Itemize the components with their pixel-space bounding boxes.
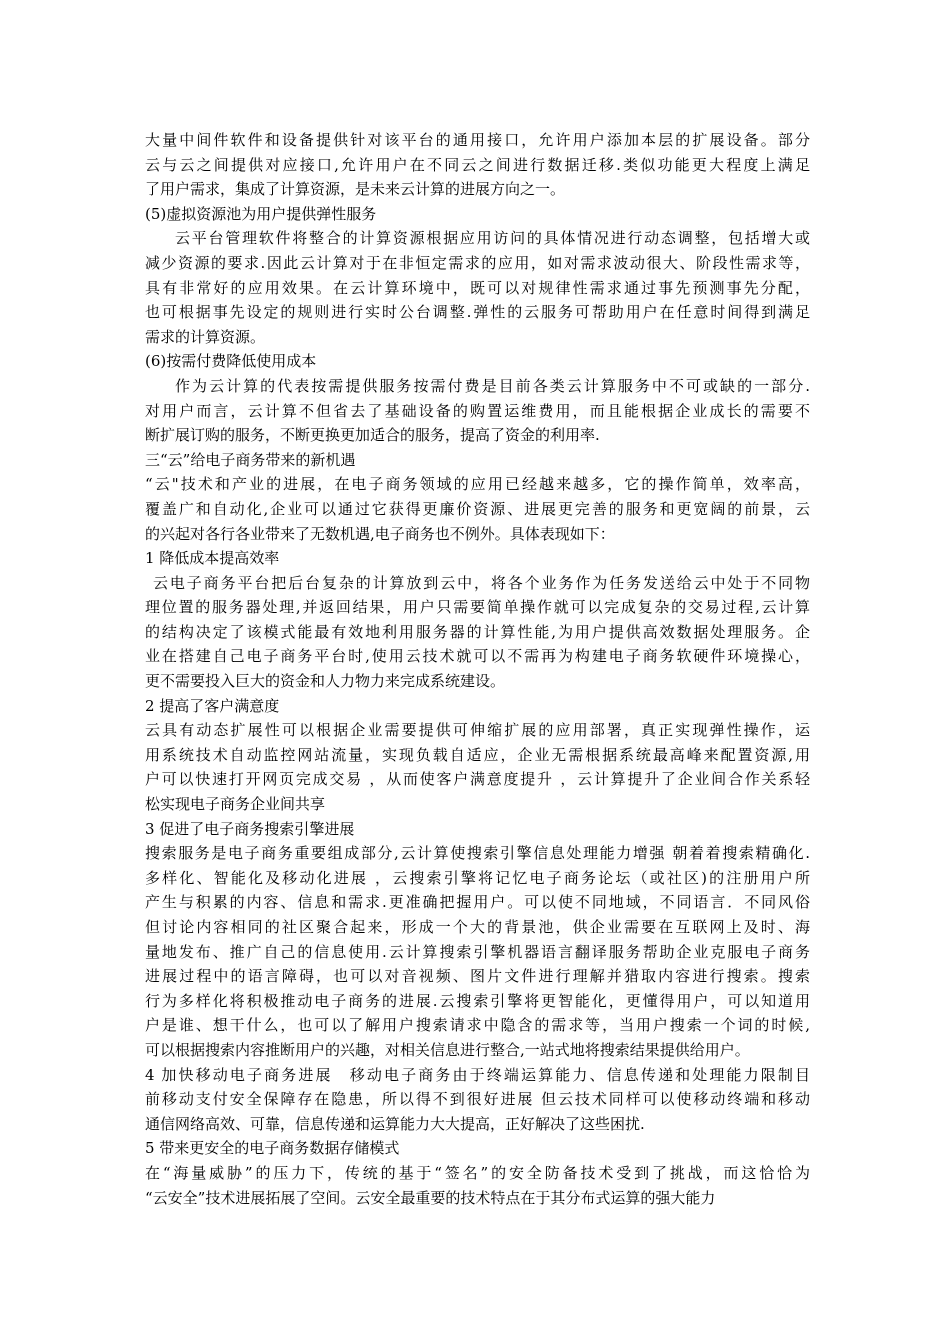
- text-line: 量地发布、推广自己的信息使用.云计算搜索引擎机器语言翻译服务帮助企业克服电子商务: [145, 942, 810, 961]
- text-line: (6)按需付费降低使用成本: [145, 352, 317, 371]
- text-line: 减少资源的要求.因此云计算对于在非恒定需求的应用，如对需求波动很大、阶段性需求等，: [145, 253, 810, 272]
- section-heading: [145, 546, 810, 571]
- text-line: 三“云”给电子商务带来的新机遇: [145, 450, 356, 469]
- text-line: 可以根据搜索内容推断用户的兴趣，对相关信息进行整合,一站式地将搜索结果提供给用户。: [145, 1040, 750, 1059]
- text-line: 在“海量威胁”的压力下，传统的基于“签名”的安全防备技术受到了挑战，而这恰恰为: [145, 1163, 810, 1182]
- body-paragraph: [145, 374, 810, 448]
- text-line: 3 促进了电子商务搜索引擎进展: [145, 819, 355, 838]
- text-line: 的兴起对各行各业带来了无数机遇,电子商务也不例外。具体表现如下：: [145, 524, 615, 543]
- text-line: 大量中间件软件和设备提供针对该平台的通用接口，允许用户添加本层的扩展设备。部分: [145, 131, 810, 149]
- text-line: 覆盖广和自动化,企业可以通过它获得更廉价资源、进展更完善的服务和更宽阔的前景，云: [145, 499, 810, 518]
- text-line: 1 降低成本提高效率: [145, 549, 280, 568]
- body-paragraph: [145, 571, 810, 694]
- text-line: 了用户需求，集成了计算资源，是未来云计算的进展方向之一。: [145, 180, 566, 199]
- text-line: 用系统技术自动监控网站流量，实现负载自适应，企业无需根据系统最高峰来配置资源,用: [145, 745, 810, 764]
- text-line: 2 提高了客户满意度: [145, 696, 280, 715]
- text-line: 对用户而言，云计算不但省去了基础设备的购置运维费用，而且能根据企业成长的需要不: [145, 401, 810, 420]
- text-line: 通信网络高效、可靠，信息传递和运算能力大大提高，正好解决了这些困扰.: [145, 1114, 645, 1133]
- text-line: 具有非常好的应用效果。在云计算环境中，既可以对规律性需求通过事先预测事先分配，: [145, 278, 810, 297]
- section-heading: [145, 817, 810, 842]
- text-line: 多样化、智能化及移动化进展 ，云搜索引擎将记忆电子商务论坛（或社区)的注册用户所: [145, 868, 810, 887]
- body-paragraph: [145, 128, 810, 202]
- text-line: 理位置的服务器处理,并返回结果，用户只需要简单操作就可以完成复杂的交易过程,云计算: [145, 598, 810, 617]
- text-line: 前移动支付安全保障存在隐患，所以得不到很好进展 但云技术同样可以使移动终端和移动: [145, 1090, 810, 1109]
- text-line: 但讨论内容相同的社区聚合起来，形成一个大的背景池，供企业需要在互联网上及时、海: [145, 918, 810, 936]
- text-line: “云"技术和产业的进展，在电子商务领域的应用已经越来越多，它的操作简单，效率高，: [145, 475, 810, 494]
- body-paragraph: [145, 226, 810, 349]
- body-paragraph: [145, 472, 810, 546]
- text-line: 云平台管理软件将整合的计算资源根据应用访问的具体情况进行动态调整，包括增大或: [175, 229, 810, 248]
- body-paragraph: [145, 1063, 810, 1137]
- text-line: 云与云之间提供对应接口,允许用户在不同云之间进行数据迁移.类似功能更大程度上满足: [145, 155, 810, 174]
- section-heading: [145, 694, 810, 719]
- text-line: 行为多样化将积极推动电子商务的进展.云搜索引擎将更智能化，更懂得用户，可以知道用: [145, 991, 810, 1010]
- text-line: 作为云计算的代表按需提供服务按需付费是目前各类云计算服务中不可或缺的一部分.: [175, 376, 810, 395]
- text-line: 也可根据事先设定的规则进行实时公台调整.弹性的云服务可帮助用户在任意时间得到满足: [145, 303, 810, 322]
- text-line: 户是谁、想干什么，也可以了解用户搜索请求中隐含的需求等，当用户搜索一个词的时候,: [145, 1016, 810, 1035]
- text-line: 5 带来更安全的电子商务数据存储模式: [145, 1139, 400, 1158]
- text-line: 需求的计算资源。: [145, 327, 266, 346]
- body-paragraph: [145, 841, 810, 1062]
- text-line: (5)虚拟资源池为用户提供弹性服务: [145, 204, 377, 223]
- text-line: 云具有动态扩展性可以根据企业需要提供可伸缩扩展的应用部署，真正实现弹性操作，运: [145, 721, 810, 740]
- text-line: 更不需要投入巨大的资金和人力物力来完成系统建设。: [145, 672, 506, 691]
- document-page: [145, 128, 810, 1210]
- body-paragraph: [145, 718, 810, 816]
- text-line: 松实现电子商务企业间共享: [145, 795, 326, 814]
- body-paragraph: [145, 1161, 810, 1210]
- text-line: 户可以快速打开网页完成交易 ，从而使客户满意度提升 ，云计算提升了企业间合作关系轻: [145, 770, 810, 789]
- section-heading: [145, 1136, 810, 1161]
- text-line: 产生与积累的内容、信息和需求.更准确把握用户。可以使不同地域，不同语言．不同风俗: [145, 893, 810, 912]
- section-heading: [145, 202, 810, 227]
- text-line: 业在搭建自己电子商务平台时,使用云技术就可以不需再为构建电子商务软硬件环境操心，: [145, 647, 810, 666]
- text-line: “云安全”技术进展拓展了空间。云安全最重要的技术特点在于其分布式运算的强大能力: [145, 1188, 716, 1207]
- text-line: 4 加快移动电子商务进展 移动电子商务由于终端运算能力、信息传递和处理能力限制目: [145, 1065, 810, 1084]
- text-line: 进展过程中的语言障碍，也可以对音视频、图片文件进行理解并猎取内容进行搜索。搜索: [145, 967, 810, 986]
- text-line: 的结构决定了该模式能最有效地利用服务器的计算性能,为用户提供高效数据处理服务。企: [145, 622, 810, 641]
- text-line: 断扩展订购的服务，不断更换更加适合的服务，提高了资金的利用率.: [145, 426, 600, 445]
- text-line: 云电子商务平台把后台复杂的计算放到云中，将各个业务作为任务发送给云中处于不同物: [153, 573, 810, 592]
- text-line: 搜索服务是电子商务重要组成部分,云计算使搜索引擎信息处理能力增强 朝着着搜索精确化.: [145, 844, 810, 863]
- section-heading: [145, 448, 810, 473]
- section-heading: [145, 349, 810, 374]
